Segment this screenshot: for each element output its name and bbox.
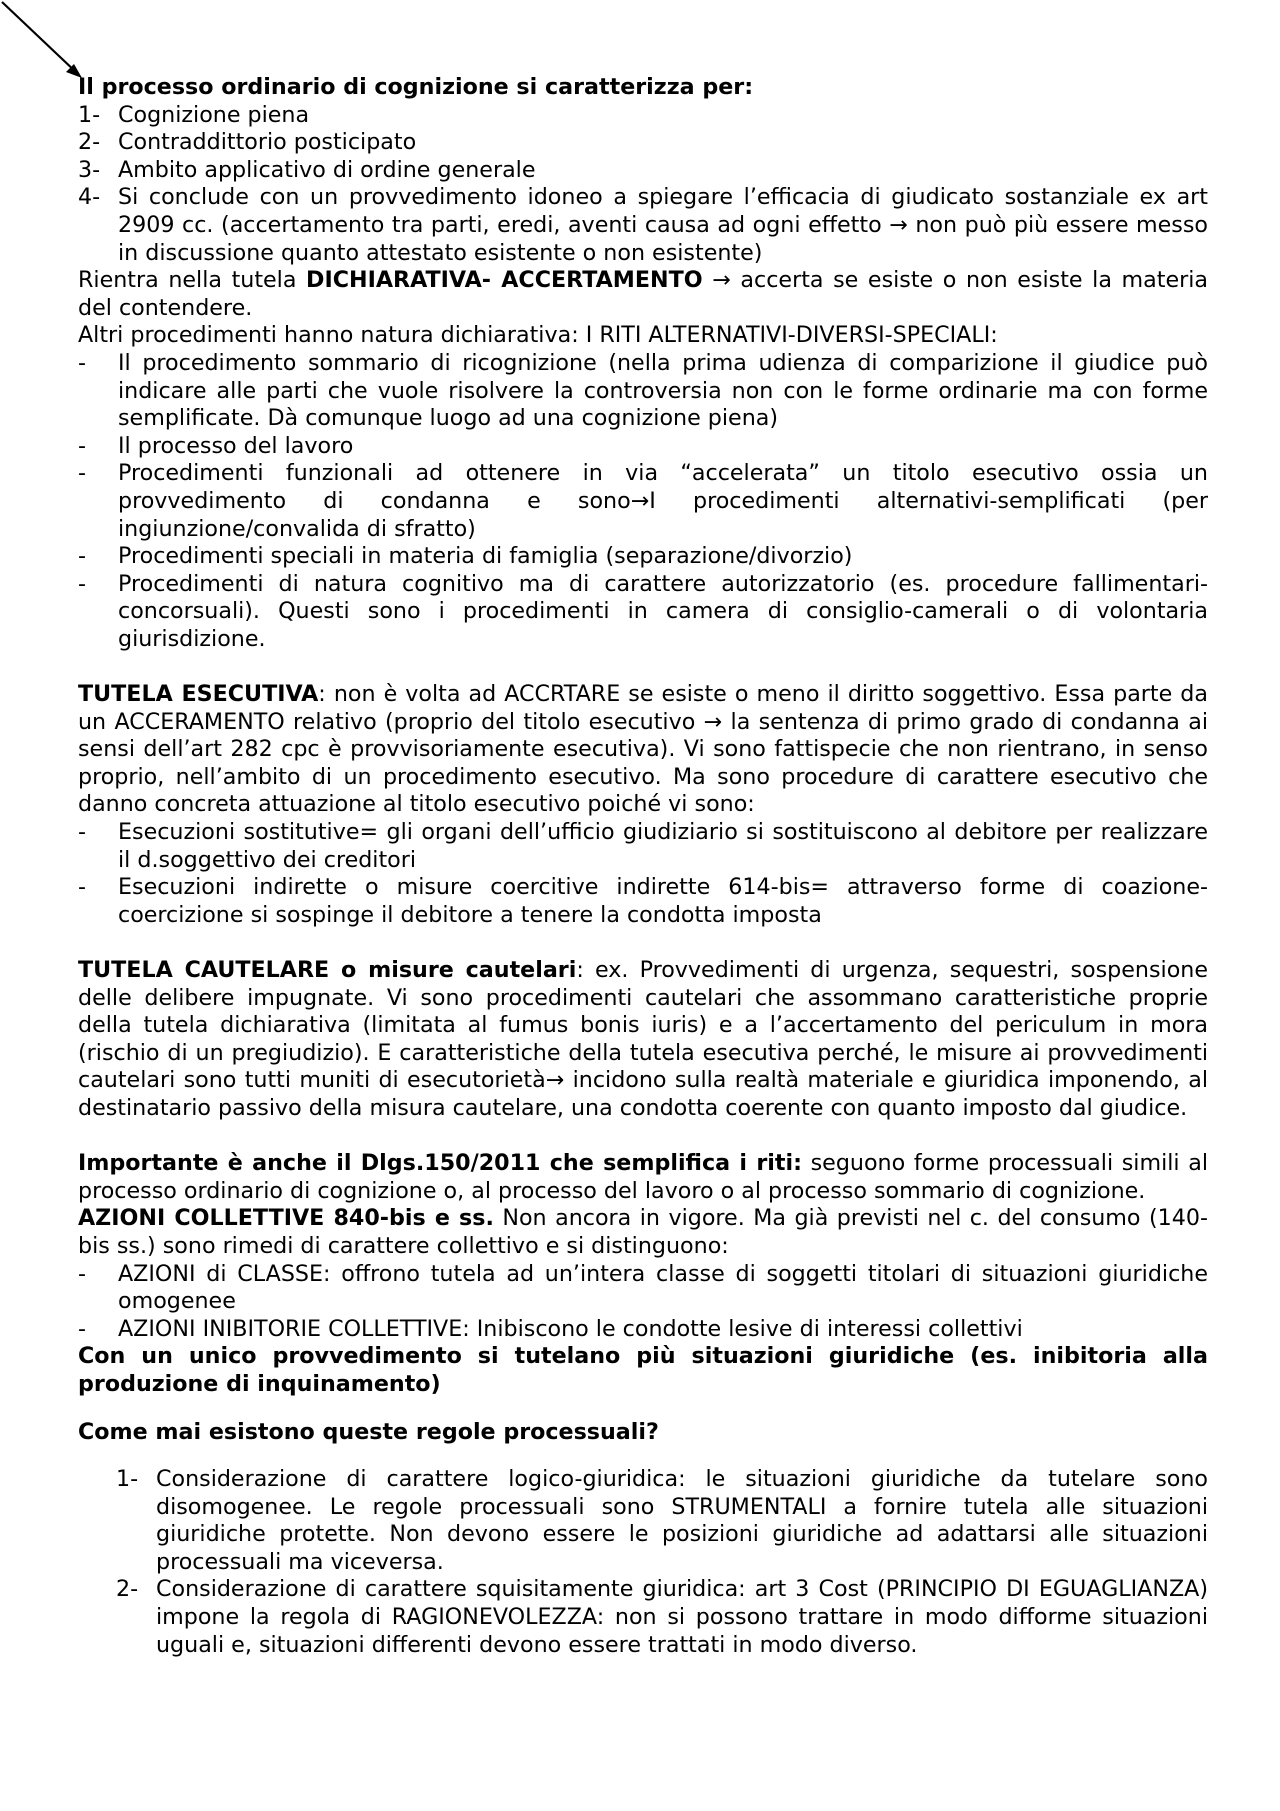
list-item: 2- Considerazione di carattere squisitamente giuridica: art 3 Cost (PRINCIPIO DI EGUAGLIANZA) impone la regola di RAGIONEVOLEZZA: non si possono trattare in modo difforme situazioni uguali e, situazioni differenti devono essere trattati in modo diverso.: [116, 1576, 1208, 1658]
bullet-list: [78, 1261, 1208, 1344]
bullet-list: [78, 350, 1208, 654]
list-item: 3- Ambito applicativo di ordine generale: [78, 156, 536, 183]
list-item: 1- Cognizione piena: [78, 101, 310, 128]
numbered-list: [78, 102, 1208, 268]
paragraph: Con un unico provvedimento si tutelano più situazioni giuridiche (es. inibitoria alla produzione di inquinamento): [78, 1343, 1208, 1397]
numbered-list: [78, 1466, 1208, 1659]
corner-arrow-icon: [0, 0, 90, 90]
list-item: - Procedimenti funzionali ad ottenere in via “accelerata” un titolo esecutivo ossia un provvedimento di condanna e sono→I procedimenti alternativi-semplificati (per ingiunzione/convalida di sfratto): [78, 460, 1208, 542]
bullet-list: [78, 819, 1208, 929]
paragraph: TUTELA ESECUTIVA: non è volta ad ACCRTARE se esiste o meno il diritto soggettivo. Essa parte da un ACCERAMENTO relativo (proprio del titolo esecutivo → la sentenza di primo grado di condanna ai sensi dell’art 282 cpc è provvisoriamente esecutiva). Vi sono fattispecie che non rientrano, in senso proprio, nell’ambito di un procedimento esecutivo. Ma sono procedure di carattere esecutivo che danno concreta attuazione al titolo esecutivo poiché vi sono:: [78, 681, 1208, 818]
list-item: - Esecuzioni sostitutive= gli organi dell’ufficio giudiziario si sostituiscono al debitore per realizzare il d.soggettivo dei creditori: [78, 819, 1208, 873]
list-item: - Procedimenti speciali in materia di famiglia (separazione/divorzio): [78, 543, 853, 570]
paragraph: Rientra nella tutela DICHIARATIVA- ACCERTAMENTO → accerta se esiste o non esiste la materia del contendere.: [78, 267, 1208, 321]
document-body: [78, 74, 1208, 1659]
list-item: - AZIONI di CLASSE: offrono tutela ad un’intera classe di soggetti titolari di situazioni giuridiche omogenee: [78, 1260, 1208, 1315]
section-heading: Il processo ordinario di cognizione si caratterizza per:: [78, 74, 754, 100]
list-item: - Procedimenti di natura cognitivo ma di carattere autorizzatorio (es. procedure fallimentari-concorsuali). Questi sono i procedimenti in camera di consiglio-camerali o di volontaria giurisdizione.: [78, 570, 1208, 652]
list-item: - Esecuzioni indirette o misure coercitive indirette 614-bis= attraverso forme di coazione-coercizione si sospinge il debitore a tenere la condotta imposta: [78, 874, 1208, 928]
list-item: - Il processo del lavoro: [78, 432, 354, 459]
list-item: 1- Considerazione di carattere logico-giuridica: le situazioni giuridiche da tutelare sono disomogenee. Le regole processuali sono STRUMENTALI a fornire tutela alle situazioni giuridiche protette. Non devono essere le posizioni giuridiche ad adattarsi alle situazioni processuali ma viceversa.: [116, 1466, 1208, 1575]
list-item: 2- Contraddittorio posticipato: [78, 129, 417, 156]
section-heading: Come mai esistono queste regole processuali?: [78, 1418, 659, 1445]
list-item: - AZIONI INIBITORIE COLLETTIVE: Inibiscono le condotte lesive di interessi collettivi: [78, 1315, 1023, 1342]
paragraph: Importante è anche il Dlgs.150/2011 che semplifica i riti: seguono forme processuali simili al processo ordinario di cognizione o, al processo del lavoro o al processo sommario di cognizione.: [78, 1150, 1208, 1204]
paragraph: TUTELA CAUTELARE o misure cautelari: ex. Provvedimenti di urgenza, sequestri, sospensione delle delibere impugnate. Vi sono procedimenti cautelari che assommano caratteristiche proprie della tutela dichiarativa (limitata al fumus bonis iuris) e a l’accertamento del periculum in mora (rischio di un pregiudizio). E caratteristiche della tutela esecutiva perché, le misure ai provvedimenti cautelari sono tutti muniti di esecutorietà→ incidono sulla realtà materiale e giuridica imponendo, al destinatario passivo della misura cautelare, una condotta coerente con quanto imposto dal giudice.: [78, 957, 1208, 1121]
list-item: 4- Si conclude con un provvedimento idoneo a spiegare l’efficacia di giudicato sostanziale ex art 2909 cc. (accertamento tra parti, eredi, aventi causa ad ogni effetto → non può più essere messo in discussione quanto attestato esistente o non esistente): [78, 184, 1208, 266]
list-item: - Il procedimento sommario di ricognizione (nella prima udienza di comparizione il giudice può indicare alle parti che vuole risolvere la controversia non con le forme ordinarie ma con forme semplificate. Dà comunque luogo ad una cognizione piena): [78, 349, 1208, 432]
paragraph: Altri procedimenti hanno natura dichiarativa: I RITI ALTERNATIVI-DIVERSI-SPECIALI:: [78, 322, 998, 349]
paragraph: AZIONI COLLETTIVE 840-bis e ss. Non ancora in vigore. Ma già previsti nel c. del consumo (140-bis ss.) sono rimedi di carattere collettivo e si distinguono:: [78, 1205, 1208, 1259]
